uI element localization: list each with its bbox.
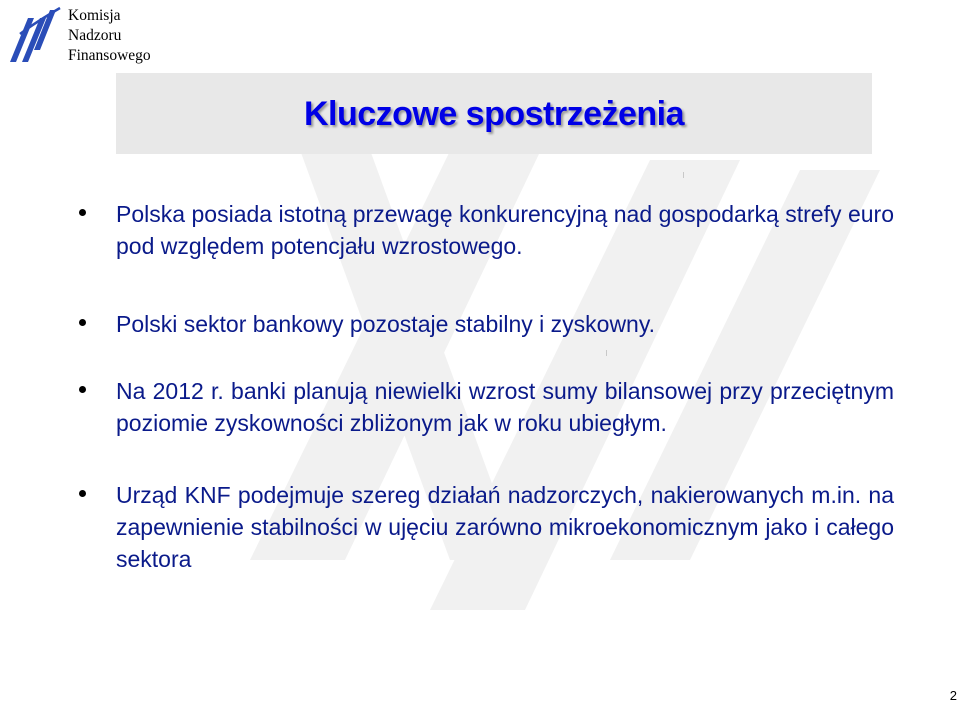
- logo-line-2: Nadzoru: [68, 27, 122, 44]
- page-number: 2: [949, 688, 957, 703]
- logo-line-1: Komisja: [68, 7, 121, 24]
- bullet-item: [76, 375, 894, 439]
- bullet-item: [76, 308, 894, 340]
- bullet-list: [76, 198, 894, 575]
- bullet-item: [76, 479, 894, 575]
- bullet-item: [76, 198, 894, 262]
- bullet-text: Na 2012 r. banki planują niewielki wzrost sumy bilansowej przy przeciętnym poziomie zyskowności zbliżonym jak w roku ubiegłym.: [116, 378, 894, 436]
- bullet-text: Polska posiada istotną przewagę konkurencyjną nad gospodarką strefy euro pod względem potencjału wzrostowego.: [116, 201, 894, 259]
- bullet-icon: [79, 386, 86, 393]
- bullet-text: Urząd KNF podejmuje szereg działań nadzorczych, nakierowanych m.in. na zapewnienie stabilności w ujęciu zarówno mikroekonomicznym jako i całego sektora: [116, 482, 894, 572]
- bullet-icon: [79, 209, 86, 216]
- bullet-icon: [79, 490, 86, 497]
- knf-logo-icon: [6, 4, 64, 66]
- bullet-icon: [79, 319, 86, 326]
- knf-logo: [6, 4, 176, 66]
- title-band: [116, 73, 872, 154]
- slide-title: Kluczowe spostrzeżenia: [303, 95, 685, 133]
- artifact-mark: [683, 172, 684, 178]
- logo-line-3: Finansowego: [68, 47, 151, 64]
- bullet-text: Polski sektor bankowy pozostaje stabilny i zyskowny.: [116, 311, 656, 337]
